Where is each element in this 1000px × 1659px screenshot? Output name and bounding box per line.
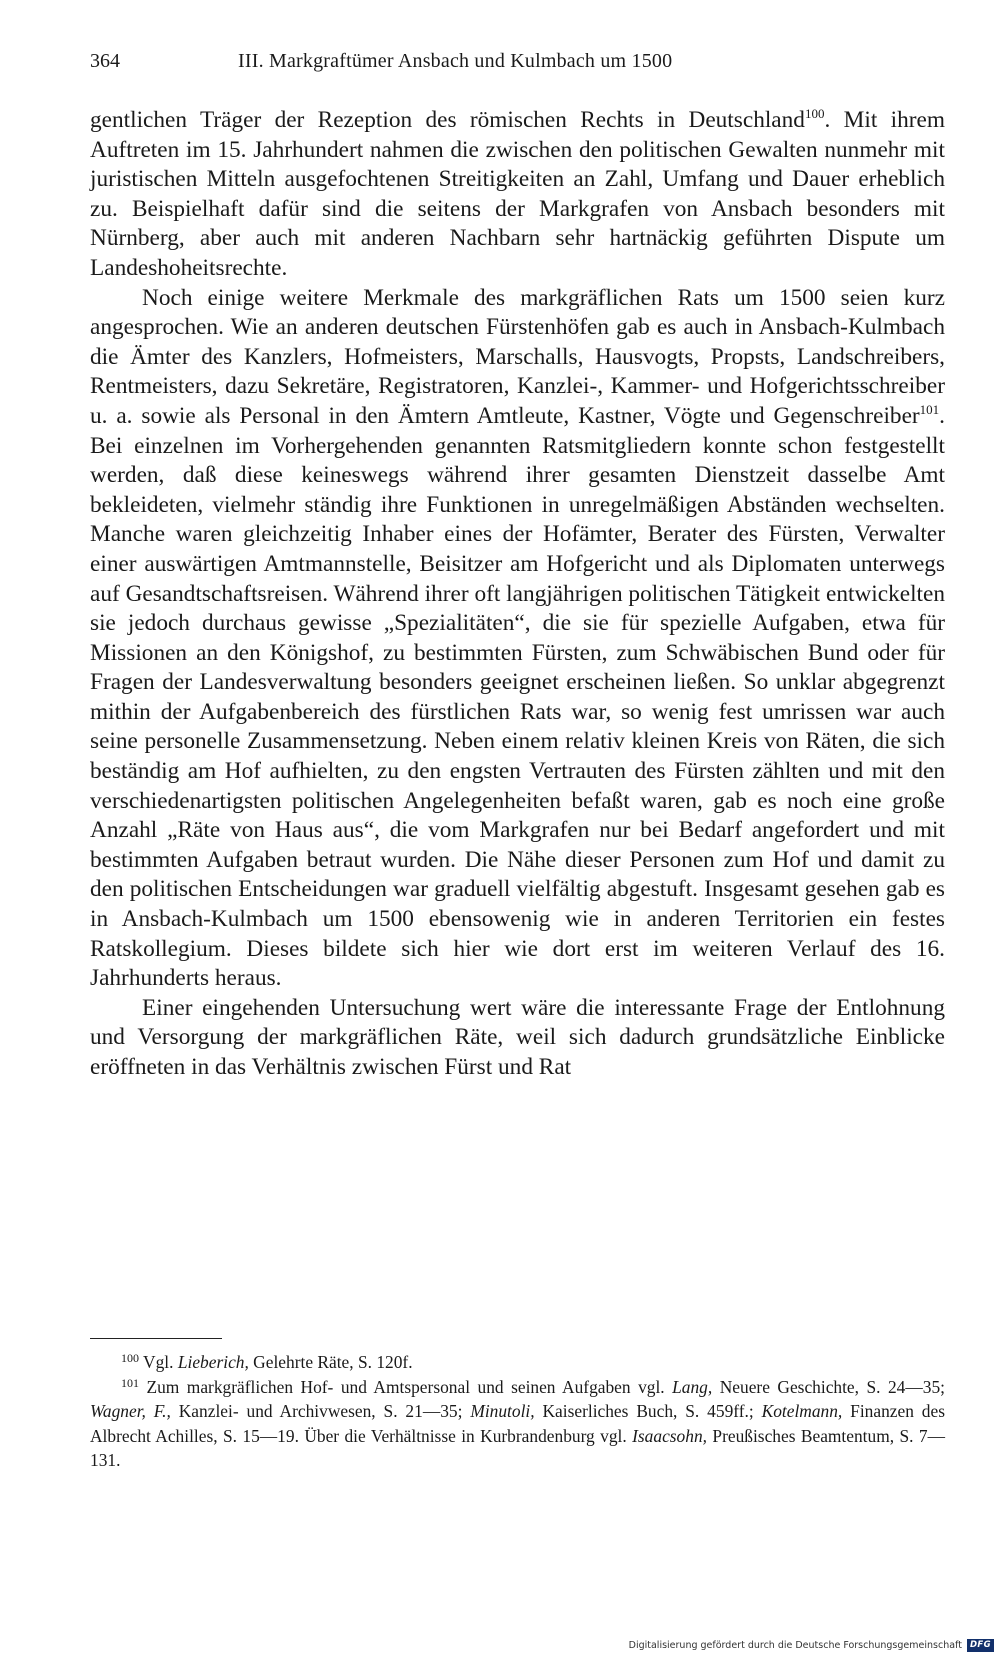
digitization-credit-text: Digitalisierung gefördert durch die Deutsche Forschungsgemeinschaft [628,1639,962,1651]
footnote-text: Vgl. [139,1352,178,1372]
body-text [90,106,945,1083]
footnote-101 [90,1375,945,1473]
paragraph-2-text-a: Noch einige weitere Merkmale des markgräflichen Rats um 1500 seien kurz angesprochen. Wie an anderen deutschen Fürstenhöfen gab es auch in Ansbach-Kulmbach die Ämter des Kanzlers, Hofmeisters, Marschalls, Hausvogts, Propsts, Landschreibers, Rentmeisters, dazu Sekretäre, Registratoren, Kanzlei-, Kammer- und Hofgerichtsschreiber u. a. sowie als Personal in den Ämtern Amtleute, Kastner, Vögte und Gegenschreiber [90,284,945,429]
footnote-text: Kaiserliches Buch, S. 459ff.; [534,1401,762,1422]
paragraph-2-text-b: . Bei einzelnen im Vorhergehenden genannten Ratsmitgliedern konnte schon festgestellt werden, daß diese keineswegs während ihrer gesamten Dienstzeit dasselbe Amt bekleideten, vielmehr ständig ihre Funktionen in unregelmäßigen Abständen wechselten. Manche waren gleichzeitig Inhaber eines der Hofämter, Berater des Fürsten, Verwalter einer auswärtigen Amtmannstelle, Beisitzer am Hofgericht und als Diplomaten unterwegs auf Gesandtschaftsreisen. Während ihrer oft langjährigen politischen Tätigkeit entwickelten sie jedoch durchaus gewisse „Spezialitäten“, die sie für spezielle Aufgaben, etwa für Missionen an den Königshof, zu bestimmten Fürsten, zum Schwäbischen Bund oder für Fragen der Landesverwaltung besonders geeignet erscheinen ließen. So unklar abgegrenzt mithin der Aufgabenbereich des fürstlichen Rats war, so wenig fest umrissen war auch seine personelle Zusammensetzung. Neben einem relativ kleinen Kreis von Räten, die sich beständig am Hof aufhielten, zu den engsten Vertrauten des Fürsten zählten und mit den verschiedenartigsten politischen Angelegenheiten befaßt waren, gab es noch eine große Anzahl „Räte von Haus aus“, die vom Markgrafen nur bei Bedarf angefordert und mit bestimmten Aufgaben betraut wurden. Die Nähe dieser Personen zum Hof und damit zu den politischen Entscheidungen war graduell vielfältig abgestuft. Insgesamt gesehen gab es in Ansbach-Kulmbach um 1500 ebensowenig wie in anderen Territorien ein festes Ratskollegium. Dieses bildete sich hier wie dort erst im weiteren Verlauf des 16. Jahrhunderts heraus. [90,402,946,992]
footnote-divider [90,1338,222,1339]
footnote-author: Wagner, F., [90,1401,171,1422]
footnote-text: Gelehrte Räte, S. 120f. [248,1352,413,1372]
paragraph-3-text: Einer eingehenden Untersuchung wert wäre die interessante Frage der Entlohnung und Versorgung der markgräflichen Räte, weil sich dadurch grundsätzliche Einblicke eröffneten in das Verhältnis zwischen Fürst und Rat [90,994,945,1080]
footnote-text: Finanzen des Albrecht Achilles, S. 15—19. Über die Verhältnisse in Kurbrandenburg vgl. [90,1401,945,1446]
running-head [90,44,950,78]
footnote-author: Lang, [672,1376,713,1397]
footnote-author: Kotelmann, [761,1401,843,1422]
footnote-number: 100 [121,1351,139,1365]
footnote-number: 101 [121,1375,139,1390]
page-number: 364 [90,50,120,72]
paragraph-1-text-a: gentlichen Träger der Rezeption des römischen Rechts in Deutschland [90,107,805,133]
footnote-text: Neuere Geschichte, S. 24—35; [712,1376,945,1397]
dfg-logo-icon: DFG [967,1639,994,1652]
footnote-author: Lieberich, [177,1352,249,1372]
footnote-text: Zum markgräflichen Hof- und Amtspersonal und seinen Aufgaben vgl. [139,1376,673,1397]
footnote-100 [90,1350,945,1375]
paragraph-1 [90,106,945,284]
paragraph-2 [90,284,945,994]
footnote-text: Preußisches Beamtentum, S. 7—131. [90,1425,945,1471]
running-title: III. Markgraftümer Ansbach und Kulmbach um 1500 [238,50,673,72]
footnote-author: Minutoli, [470,1401,535,1422]
footnote-author: Isaacsohn, [632,1425,707,1446]
footnote-text: Kanzlei- und Archivwesen, S. 21—35; [170,1401,471,1422]
paragraph-3 [90,994,945,1083]
footnotes [90,1350,945,1473]
paragraph-1-text-b: . Mit ihrem Auftreten im 15. Jahrhundert nahmen die zwischen den politischen Gewalten nunmehr mit juristischen Mitteln ausgefochtenen Streitigkeiten an Zahl, Umfang und Dauer erheblich zu. Beispielhaft dafür sind die seitens der Markgrafen von Ansbach besonders mit Nürnberg, aber auch mit anderen Nachbarn sehr hartnäckig geführten Dispute um Landeshoheitsrechte. [90,107,945,281]
digitization-credit [629,1637,994,1653]
footnote-ref-101[interactable]: 101 [919,401,940,417]
footnote-ref-100[interactable]: 100 [804,106,825,121]
